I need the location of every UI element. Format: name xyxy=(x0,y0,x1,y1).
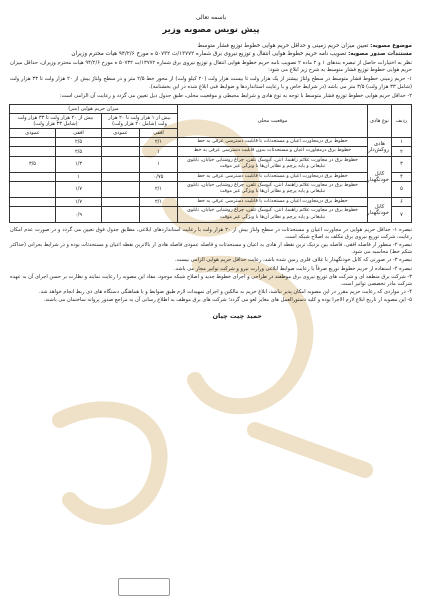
notes-section xyxy=(10,227,412,304)
note-3: تبصره ۳- در صورتی که کابل خودنگهدار با غلاف فلزی زمین شده باشد، رعایت حداقل حریم هوایی الزامی نیست. xyxy=(174,257,412,264)
row-index: ۱ xyxy=(392,138,412,147)
cell-low-h: ۲/۱ xyxy=(140,182,178,198)
category-cell: کابل خودنگهدار xyxy=(368,156,392,197)
intro-paragraph-1: نظر به اختیارات حاصل از تبصره بندهای ۱ و ۲ ماده ۲ تصویب نامه حریم خطوط هوایی انتقال و توزیع نیروی برق شماره ۱۳۷۷۲/ت ۵۰۷۳۲ ه مورخ ۹۴/۲/۶ هیات محترم وزیران، حداقل میزان حریم هوایی خطوط توزیع فشار متوسط به شرح زیر ابلاغ می شود: xyxy=(10,60,412,74)
row-location: خطوط برق درمجاورت اعیان و مستحدثات با قابلیت دسترسی عرفی به خط xyxy=(178,197,368,206)
header-clearance: میزان حریم هوایی (متر) xyxy=(9,105,177,114)
bismillah-line: باسمه تعالی xyxy=(195,14,227,21)
note-7: ۵- این مصوبه از تاریخ ابلاغ لازم الاجرا بوده و کلیه دستورالعمل های مغایر لغو می گردد؛ شرکت های برق موظف به اطلاع رسانی آن به مراجع صدور پروانه ساختمان می باشند. xyxy=(43,296,412,303)
intro-paragraph-2: ۱- حریم زمینی خطوط فشار متوسط در سطح ولتاژ بیشتر از یک هزار ولت تا بیست هزار ولت (۲۰ کیلو ولت) از محور خط ۲/۵ متر و در سطح ولتاژ بیش از ۲۰ هزار ولت تا ۳۳ هزار ولت (شامل ۳۳ هزار ولت) ۳/۵ متر می باشد (در شرایط خاص و با رعایت استانداردها و ضوابط فنی ابلاغ شده در این بخشنامه). xyxy=(10,76,412,90)
category-cell: هادی روکش‌دار xyxy=(368,138,392,157)
clearance-table xyxy=(9,104,412,223)
table-row xyxy=(9,156,411,172)
header-conductor-type: نوع هادی xyxy=(368,105,392,138)
cell-low-v xyxy=(102,147,140,156)
cell-high-v xyxy=(9,197,55,206)
cell-low-v xyxy=(102,172,140,181)
cell-high-v xyxy=(9,138,55,147)
cell-high-v xyxy=(9,207,55,223)
row-index: ۵ xyxy=(392,182,412,198)
reference-text: تصویب نامه حریم خطوط هوایی انتقال و توزیع نیروی برق شماره ۱۳۷۷۲/ت ۵۰۷۳۲ ه مورخ ۹۴/۲/۶ هیات محترم وزیران xyxy=(71,51,347,57)
table-row xyxy=(9,197,411,206)
note-1: تبصره ۱- حداقل حریم هوایی در مجاورت اعیان و مستحدثات در سطح ولتاژ بیش از ۲۰ هزار ولت با رعایت استانداردهای ابلاغی، مطابق جدول فوق تعیین می گردد و در صورت عدم امکان رعایت، شرکت توزیع نیروی برق مکلف به اصلاح شبکه است. xyxy=(10,227,412,241)
row-location: خطوط برق در مجاورت علائم راهنما، آنتن، کیوسک تلفن، چراغ روشنایی خیابان، تابلوی تبلیغاتی و پایه پرچم و نظایر آن‌ها با ویژگی غیر موقت xyxy=(178,182,368,198)
header-band-high: بیش از ۲۰ هزار ولت تا ۳۳ هزار ولت (شامل ۳۳ هزار ولت) xyxy=(9,114,101,129)
cell-low-v xyxy=(102,156,140,172)
signer-name: حمید چیت چیان xyxy=(212,312,262,321)
cell-low-v xyxy=(102,207,140,223)
row-location: خطوط برق در مجاورت علائم راهنما، آنتن، کیوسک تلفن، چراغ روشنایی خیابان، تابلوی تبلیغاتی و پایه پرچم و نظایر آن‌ها با ویژگی غیر موقت xyxy=(178,207,368,223)
cell-low-h: ۲/۱ xyxy=(140,197,178,206)
table-row xyxy=(9,147,411,156)
intro-paragraph-3: ۲- حداقل حریم هوایی خطوط توزیع فشار متوسط با توجه به نوع هادی و شرایط محیطی و موقعیت محلی، طبق جدول ذیل تعیین می گردد و رعایت آن الزامی است: xyxy=(59,92,412,99)
cell-high-v: ۳/۵ xyxy=(9,156,55,172)
row-location: خطوط برق درمجاورت اعیان و مستحدثات با قابلیت دسترسی عرفی به خط xyxy=(178,138,368,147)
note-5: ۳- شرکت برق منطقه ای و شرکت های توزیع نیروی برق موظفند در طراحی و اجرای خطوط جدید و اصلاح شبکه موجود، مفاد این مصوبه را رعایت نمایند و نظارت بر حسن اجرای آن به عهده شرکت مادر تخصصی توانیر است. xyxy=(10,273,412,287)
header-row-number: ردیف xyxy=(392,105,412,138)
reference-line xyxy=(10,50,412,58)
cell-high-h: ۱/۳ xyxy=(56,156,102,172)
note-4: تبصره ۴- استفاده از حریم خطوط توزیع صرفاً با رعایت ضوابط ابلاغی وزارت نیرو و شرکت توانیر مجاز می باشد. xyxy=(174,265,412,272)
cell-high-h: ۱/۷ xyxy=(56,197,102,206)
cell-high-v xyxy=(9,182,55,198)
subject-block xyxy=(10,42,412,58)
cell-high-h: ۱ xyxy=(56,172,102,181)
row-index: ۳ xyxy=(392,156,412,172)
header-location: موقعیت محلی xyxy=(178,105,368,138)
document-title: پیش نویس مصوبه وزیر xyxy=(162,25,260,35)
cell-low-v xyxy=(102,138,140,147)
cell-high-v xyxy=(9,147,55,156)
row-index: ۶ xyxy=(392,197,412,206)
cell-high-h: ۲/۵ xyxy=(56,147,102,156)
header-low-horizontal: افقی xyxy=(140,129,178,138)
header-low-vertical: عمودی xyxy=(102,129,140,138)
subject-label: موضوع مصوبه: xyxy=(370,43,412,49)
stamp-box xyxy=(118,578,170,596)
cell-low-h xyxy=(140,207,178,223)
cell-low-h: ۲/۱ xyxy=(140,138,178,147)
cell-low-h: ۱ xyxy=(140,156,178,172)
category-cell: کابل خودنگهدار xyxy=(368,197,392,222)
header-high-horizontal: افقی xyxy=(56,129,102,138)
reference-label: مستندات صدور مصوبه: xyxy=(348,51,412,57)
table-row xyxy=(9,138,411,147)
clearance-table-wrapper xyxy=(10,104,412,223)
row-location: خطوط برق درمجاورت اعیان و مستحدثات بدون قابلیت دسترسی عرفی به خط xyxy=(178,147,368,156)
row-location: خطوط برق درمجاورت اعیان و مستحدثات با قابلیت دسترسی عرفی به خط xyxy=(178,172,368,181)
cell-high-v xyxy=(9,172,55,181)
cell-low-h: ۱ xyxy=(140,147,178,156)
document-content xyxy=(0,14,422,320)
table-row xyxy=(9,172,411,181)
row-index: ۴ xyxy=(392,172,412,181)
note-6: ۴- در مواردی که رعایت حریم مقرر در این مصوبه امکان پذیر نباشد، ابلاغ حریم به مالکین و اجرای تمهیدات لازم طبق ضوابط و با هماهنگی دستگاه های ذی ربط انجام خواهد شد. xyxy=(39,288,412,295)
row-location: خطوط برق در مجاورت علائم راهنما، آنتن، کیوسک تلفن، چراغ روشنایی خیابان، تابلوی تبلیغاتی و پایه پرچم و نظایر آن‌ها با ویژگی غیر موقت xyxy=(178,156,368,172)
cell-low-v xyxy=(102,182,140,198)
row-index: ۷ xyxy=(392,207,412,223)
subject-text: تعیین میزان حریم زمینی و حداقل حریم هوایی خطوط توزیع فشار متوسط xyxy=(197,43,369,49)
row-index: ۲ xyxy=(392,147,412,156)
cell-low-h: ۰/۷۵ xyxy=(140,172,178,181)
cell-low-v xyxy=(102,197,140,206)
cell-high-h: ۲/۵ xyxy=(56,138,102,147)
header-high-vertical: عمودی xyxy=(9,129,55,138)
table-row xyxy=(9,207,411,223)
subject-line xyxy=(10,42,412,50)
cell-high-h: ۱/۷ xyxy=(56,182,102,198)
header-band-low: بیش از ۱ هزار ولت تا ۲۰ هزار ولت (شامل ۲۰ هزار ولت) xyxy=(102,114,178,129)
cell-high-h: ۰/۹ xyxy=(56,207,102,223)
note-2: تبصره ۲- منظور از فاصله افقی، فاصله بین نزدیک ترین نقطه از هادی به اعیان و مستحدثات و فاصله عمودی فاصله هادی از بالاترین نقطه اعیان و مستحدثات بوده و در شرایط بحرانی (حداکثر شکم خط) محاسبه می شود. xyxy=(10,242,412,256)
table-row xyxy=(9,182,411,198)
